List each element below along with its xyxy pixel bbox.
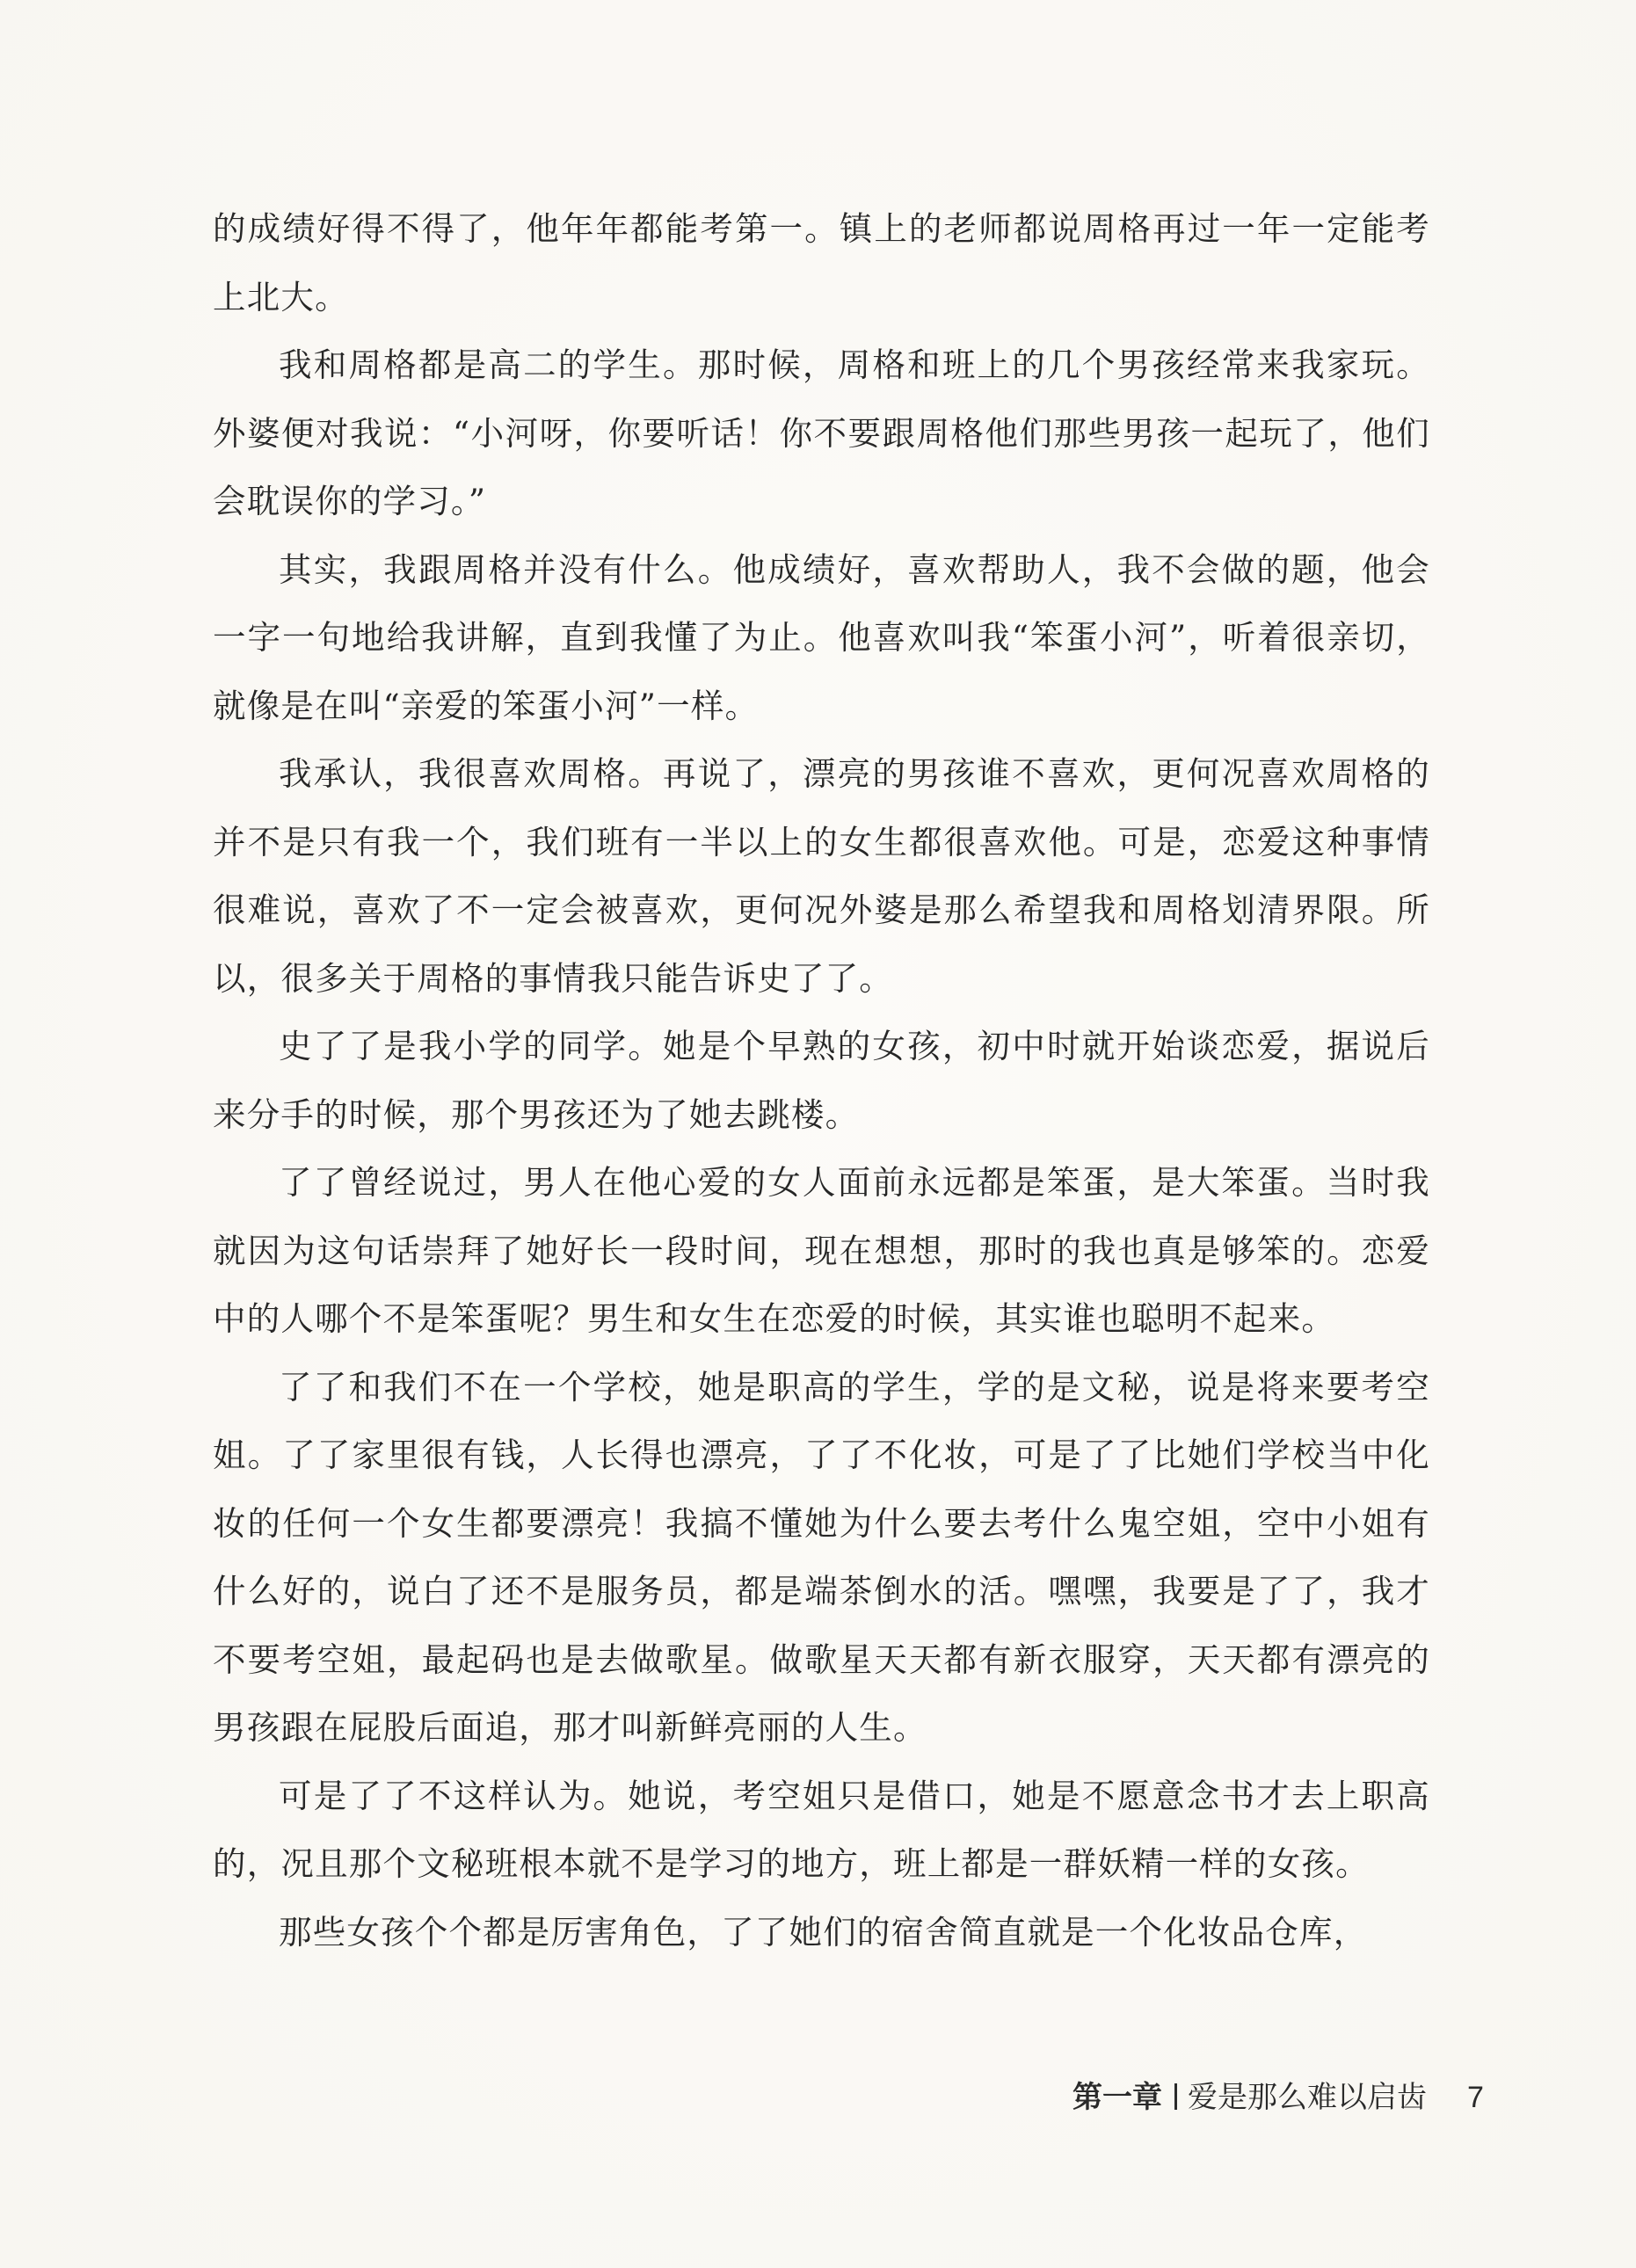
chapter-label: 第一章 bbox=[1072, 2080, 1162, 2115]
paragraph-1: 的成绩好得不得了，他年年都能考第一。镇上的老师都说周格再过一年一定能考上北大。 bbox=[213, 209, 1430, 316]
paragraph-9: 那些女孩个个都是厉害角色，了了她们的宿舍简直就是一个化妆品仓库， bbox=[279, 1912, 1368, 1952]
paragraph-4: 我承认，我很喜欢周格。再说了，漂亮的男孩谁不喜欢，更何况喜欢周格的并不是只有我一个，我们班有一半以上的女生都很喜欢他。可是，恋爱这种事情很难说，喜欢了不一定会被喜欢，更何况外婆是那么希望我和周格划清界限。所以，很多关于周格的事情我只能告诉史了了。 bbox=[213, 754, 1430, 998]
paragraph-5: 史了了是我小学的同学。她是个早熟的女孩，初中时就开始谈恋爱，据说后来分手的时候，那个男孩还为了她去跳楼。 bbox=[213, 1027, 1430, 1134]
paragraph-2: 我和周格都是高二的学生。那时候，周格和班上的几个男孩经常来我家玩。外婆便对我说：“小河呀，你要听话！你不要跟周格他们那些男孩一起玩了，他们会耽误你的学习。” bbox=[213, 345, 1430, 520]
page-number: 7 bbox=[1467, 2081, 1484, 2114]
paragraph-6: 了了曾经说过，男人在他心爱的女人面前永远都是笨蛋，是大笨蛋。当时我就因为这句话崇拜了她好长一段时间，现在想想，那时的我也真是够笨的。恋爱中的人哪个不是笨蛋呢？男生和女生在恋爱的时候，其实谁也聪明不起来。 bbox=[213, 1163, 1430, 1338]
paragraph-3: 其实，我跟周格并没有什么。他成绩好，喜欢帮助人，我不会做的题，他会一字一句地给我讲解，直到我懂了为止。他喜欢叫我“笨蛋小河”，听着很亲切，就像是在叫“亲爱的笨蛋小河”一样。 bbox=[213, 549, 1430, 725]
running-footer bbox=[1072, 2071, 1427, 2124]
body-text bbox=[213, 195, 1430, 1966]
paragraph-7: 了了和我们不在一个学校，她是职高的学生，学的是文秘，说是将来要考空姐。了了家里很有钱，人长得也漂亮，了了不化妆，可是了了比她们学校当中化妆的任何一个女生都要漂亮！我搞不懂她为什么要去考什么鬼空姐，空中小姐有什么好的，说白了还不是服务员，都是端茶倒水的活。嘿嘿，我要是了了，我才不要考空姐，最起码也是去做歌星。做歌星天天都有新衣服穿，天天都有漂亮的男孩跟在屁股后面追，那才叫新鲜亮丽的人生。 bbox=[213, 1367, 1430, 1747]
chapter-title: 爱是那么难以启齿 bbox=[1188, 2080, 1427, 2115]
paragraph-8: 可是了了不这样认为。她说，考空姐只是借口，她是不愿意念书才去上职高的，况且那个文秘班根本就不是学习的地方，班上都是一群妖精一样的女孩。 bbox=[213, 1776, 1430, 1883]
footer-separator bbox=[1174, 2083, 1177, 2110]
